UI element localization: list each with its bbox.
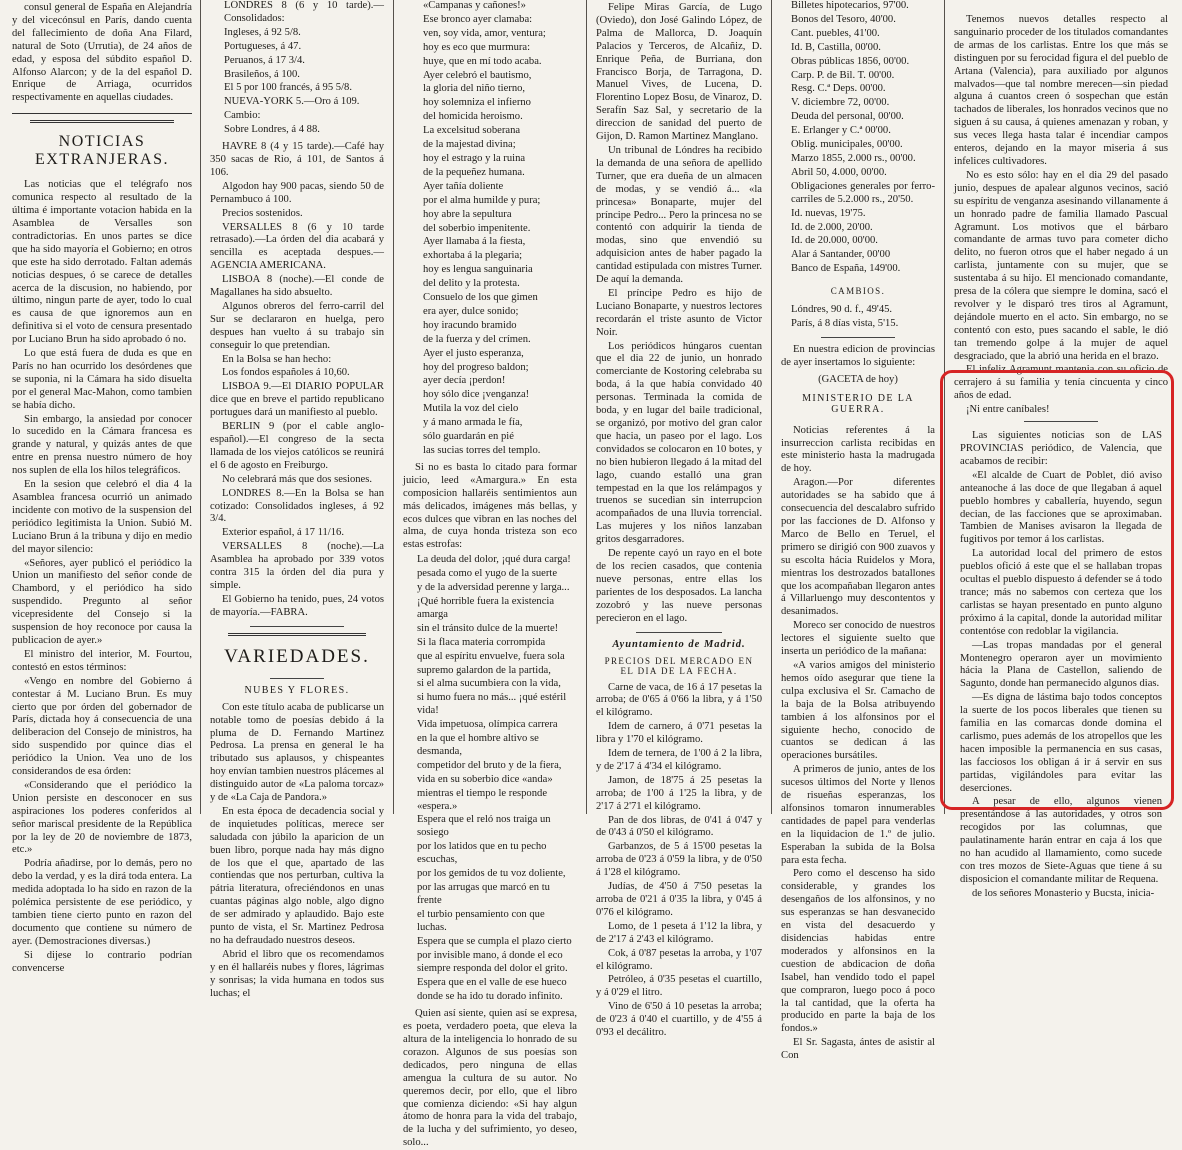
verse-line: hoy iracundo bramido: [423, 319, 517, 331]
separator-rule: [1024, 421, 1098, 422]
review-text: [403, 462, 577, 552]
verse-line: el turbio pensamiento con que luchas.: [417, 908, 545, 933]
verse-line: Vida impetuosa, olímpica carrera: [417, 719, 558, 731]
quote-line: Id. nuevas, 19'75.: [791, 207, 866, 219]
verse-line: del delito y la protesta.: [423, 278, 520, 290]
dispatch-paragraph: LONDRES 8.—En la Bolsa se han cotizado: Consolidados ingleses, á 92 3/4.: [210, 487, 384, 525]
highlighted-paragraph: de los señores Monasterio y Bucsta, inicia-: [972, 887, 1155, 899]
verse-line: sin el tránsito dulce de la muerte!: [417, 622, 559, 634]
quote-line: Cant. puebles, 41'00.: [791, 27, 880, 39]
paragraph: Abrid el libro que os recomendamos y en él hallaréis nubes y flores, lágrimas y sonrisas; la vida humana en todos sus luchas; el: [210, 948, 384, 999]
dispatch-paragraph: Algodon hay 900 pacas, siendo 50 de Pernambuco á 100.: [210, 180, 384, 205]
quote-line: Peruanos, á 17 3/4.: [224, 54, 305, 66]
section-title-ayuntamiento: Ayuntamiento de Madrid.: [612, 638, 746, 650]
column-6: [946, 0, 1176, 899]
paragraph: No es esto sólo: hay en el dia 29 del pasado junio, despues de apalear algunos vecinos, sació su espíritu de venganza asesinando villanamente á un honrado padre de familia llamado Pascual Agramunt. Los motivos que el bárbaro comandante de armas tuvo para cometer dicho delito, no fueron otros que el haber negado á un carlista, juntamente con su mujer, que se sustentaba á su hijo. El mencionado comandante, presa de la cólera que siempre le domina, sacó el revolver y le disparó tres tiros al Agramunt, dejándole muerto en el acto. Sin embargo, no se contentó con esto, pues sacando el sable, le dió tan tremendo golpe á la mujer de aquel desgraciado, que la abrió una herida en el brazo.: [954, 169, 1168, 362]
paragraph: El ministro del interior, M. Fourtou, contestó en estos términos:: [12, 648, 192, 673]
war-ministry-news: [781, 425, 935, 1063]
paragraph: En la sesion que celebró el dia 4 la Asamblea francesa ocurrió un animado incidente con motivo de la suspension del periódico legitimista la Union. Subió M. Luciano Brun á la tribuna y dijo en medio del mayor silencio:: [12, 479, 192, 555]
paragraph: En nuestra edicion de provincias de ayer insertamos lo siguiente:: [781, 343, 935, 368]
quote-line: El 5 por 100 francés, á 95 5/8.: [224, 82, 352, 94]
column-divider: [944, 0, 945, 814]
verse-line: competidor del bruto y de la fiera,: [417, 759, 562, 771]
quote-line: Abril 50, 4.000, 00'00.: [791, 166, 887, 178]
section-title-variedades: VARIEDADES.: [224, 645, 370, 667]
review-text-continued: [403, 1008, 577, 1150]
verse-line: Ayer llamaba á la fiesta,: [423, 236, 526, 248]
dispatch-paragraph: No celebrará más que dos sesiones.: [222, 473, 373, 485]
news-paragraph: Felipe Miras García, de Lugo (Oviedo), don José Galindo López, de Palma de Mallorca, D. Joaquín Palacios y Terceros, de Alcañiz, D. Enrique Peña, de Burriana, don Francisco Borja, de Tarragona, D. Manuel Vives, de Lucena, D. Florentino Lopez Bosu, de Vinaroz, D. Serafín Saz Sal, y secretario de la direccion de sanidad del puerto de Gijon, D. Ramon Martinez Manglano.: [596, 2, 762, 143]
verse-line: la gloria del niño tierno,: [423, 83, 526, 95]
gaceta-source: (GACETA de hoy): [818, 373, 898, 385]
paragraph: Pero como el descenso ha sido considerable, y grandes los desengaños de los alfonsinos, y no sus esperanzas se han desvanecido en vista del desacuerdo y disidencias habidas entre moderados y alfonsinos en la cuestion de abdicacion de doña Isabel, han vendido todo el papel que compraron, luego poco á poco la tal cantidad, que la oferta ha producido en parte la baja de los fondos.»: [781, 868, 935, 1035]
quote-line: LÓNDRES 8 (6 y 10 tarde).—Consolidados:: [224, 0, 384, 24]
dispatch-paragraph: LISBOA 9.—El DIARIO POPULAR dice que en breve el partido republicano portugues dará un manifiesto al pueblo.: [210, 381, 384, 419]
separator-rule: [636, 632, 722, 633]
verse-line: por el alma humilde y pura;: [423, 194, 541, 206]
quote-line: Portugueses, á 47.: [224, 40, 302, 52]
paragraph: «Considerando que el periódico la Union persiste en desconocer en sus aspiraciones los poderes conferidos al señor mariscal presidente de la República por la ley de 20 de noviembre de 1873, etc.»: [12, 779, 192, 856]
exchange-line: Lóndres, 90 d. f., 49'45.: [791, 304, 893, 316]
paragraph: «A varios amigos del ministerio hemos oído asegurar que tiene la culpa exclusiva el Sr. Camacho de la baja de la Bolsa atribuyendo tambien á los alfonsinos por el siguiente hecho, conocido de cuantos se dedican á las operaciones bursátiles.: [781, 659, 935, 762]
paragraph: Sin embargo, la ansiedad por conocer lo sucedido en la Cámara francesa es grande y natural, y quizás antes de que entre en prensa nuestro número de hoy nos suplen de ella los hilos telegráficos.: [12, 413, 192, 477]
verse-line: hoy abre la sepultura: [423, 208, 512, 220]
carlist-news: [954, 14, 1168, 417]
verse-line: exhortaba á la plegaria;: [423, 250, 523, 262]
market-prices: [596, 682, 762, 1040]
verse-line: mientras el tiempo le responde «espera.»: [417, 787, 548, 812]
quote-line: Ingleses, á 92 5/8.: [224, 26, 301, 38]
verse-line: ¡Qué horrible fuera la existencia amarga: [417, 595, 555, 620]
verse-line: del homicida heroismo.: [423, 111, 523, 123]
exchange-line: París, á 8 días vista, 5'15.: [791, 318, 899, 330]
cambios-title: CAMBIOS.: [830, 286, 886, 297]
market-prices-title: PRECIOS DEL MERCADO EN EL DIA DE LA FECHA.: [604, 655, 754, 676]
paragraph: Tenemos nuevos detalles respecto al sanguinario proceder de los titulados comandantes de armas de los carlistas. Entre los que más se distinguen por su ferocidad figura el del pueblo de Artana (Valencia), para auxiliado por algunos malvados—que tal nombre merecen—sin piedad alguna á cuantos creen ó sospechan que están tachados de liberales, los honrados vecinos que no siguen á su causa, á quienes amenazan y roban, y sus veces llega hasta talar é incendiar campos enteros, dejando en la mayor miseria á sus infelices cultivadores.: [954, 14, 1168, 167]
paragraph: A primeros de junio, antes de los sucesos últimos del Norte y llenos de risueñas esperanzas, los alfonsinos tomaron innumerables cantidades de papel para venderlas en la liquidacion de 1.º de julio. Esperaban la subida de la Bolsa para esta fecha.: [781, 764, 935, 866]
price-line: Lomo, de 1 peseta á 1'12 la libra, y de 2'17 á 2'43 el kilógramo.: [596, 920, 762, 945]
verse-line: pesada como el yugo de la suerte: [417, 568, 558, 580]
poem-campanas: [403, 0, 577, 458]
paragraph: Podría añadirse, por lo demás, pero no debo la verdad, y es la dirá toda entera. La medida adoptada lo ha sido en razon de la polémica persistente de ese periódico, y tambien tiene cierto punto en razon del documento que contiene su número de ayer. (Demostraciones diversas.): [12, 858, 192, 947]
quote-line: Id. de 2.000, 20'00.: [791, 221, 873, 233]
verse-line: «Campanas y cañones!»: [423, 0, 526, 11]
paragraph: El infeliz Agramunt mantenia con su oficio de cerrajero á su familia y tenía cincuenta y cinco años de edad.: [954, 364, 1168, 402]
verse-line: La deuda del dolor, ¡qué dura carga!: [417, 554, 571, 566]
dispatch-paragraph: Algunos obreros del ferro-carril del Sur se declararon en huelga, pero despues han vuelto á su trabajo sin conseguir lo que pretendian.: [210, 300, 384, 351]
telegram-dispatches: [210, 141, 384, 620]
verse-line: hoy sólo dice ¡venganza!: [423, 389, 530, 401]
paragraph: Moreco ser conocido de nuestros lectores el siguiente suelto que inserta un periódico de la mañana:: [781, 620, 935, 658]
verse-line: de la fuerza y del crímen.: [423, 333, 531, 345]
separator-rule: [821, 337, 895, 338]
highlighted-paragraph: —Es digna de lástima bajo todos conceptos la suerte de los pocos liberales que tienen su familia en las comarcas donde domina el carlismo, pues además de los atropellos que les hacen imposible la permanencia en sus casas, las facciosos los obligan á ir á servir en sus partidas, vigilándoles para evitar las deserciones.: [960, 692, 1162, 794]
quote-line: Cambio:: [224, 110, 261, 122]
quote-line: Billetes hipotecarios, 97'00.: [791, 0, 909, 11]
verse-line: Ayer celebró el bautismo,: [423, 69, 532, 81]
verse-line: Ayer tañía doliente: [423, 180, 504, 192]
verse-line: hoy es eco que murmura:: [423, 41, 531, 53]
price-line: Petróleo, á 0'35 pesetas el cuartillo, y á 0'29 el litro.: [596, 974, 762, 999]
verse-line: de la pequeñez humana.: [423, 166, 525, 178]
dispatch-paragraph: El Gobierno ha tenido, pues, 24 votos de mayoría.—FABRA.: [210, 593, 384, 618]
verse-line: las sucias torres del templo.: [423, 445, 541, 456]
ministry-heading: MINISTERIO DE LA GUERRA.: [802, 392, 914, 415]
verse-line: ayer decía ¡perdon!: [423, 375, 506, 387]
verse-line: Ayer el justo esperanza,: [423, 347, 524, 359]
paragraph: Lo que está fuera de duda es que en París no han ocurrido los desórdenes que se suponia, ni la Cámara ha sido disuelta por el general Mac-Mahon, como tambien se había dicho.: [12, 348, 192, 411]
highlighted-paragraph: La autoridad local del primero de estos pueblos ofició á este que el se hallaban tropas ocultas el pueblo dispuesto á defender se á todo trance; más no sabemos con certeza que los carlistas se hayan presentado en punto alguno próximo á la capital, donde la autoridad militar contentóse con redoblar la vigilancia.: [960, 548, 1162, 637]
price-line: Idem de carnero, á 0'71 pesetas la libra y 1'70 el kilógramo.: [596, 721, 762, 746]
highlighted-paragraph: A pesar de ello, algunos vienen presentándose á las autoridades, y otros son recogidos por las columnas, que paulatinamente harán entrar en caja á los que no han acudido al llamamiento, como sucede con tres mozos de Siete-Aguas que tiene á su disposicion el comandante militar de Requena.: [960, 796, 1162, 885]
highlighted-paragraph: —Las tropas mandadas por el general Montenegro operaron ayer un movimiento hácia la Plana de Castellon, saliendo de Sagunto, donde han permanecido algunos dias.: [960, 639, 1162, 690]
verse-line: si humo fuera no más... ¡qué estéril vida!: [417, 692, 567, 717]
quote-line: Brasileños, á 100.: [224, 68, 300, 80]
verse-line: supremo galardon de la partida,: [417, 664, 551, 676]
verse-line: Espera que se cumpla el plazo cierto: [417, 935, 572, 947]
verse-line: hoy es lengua sanguinaria: [423, 264, 533, 276]
verse-line: ven, soy vida, amor, ventura;: [423, 27, 546, 39]
price-line: Cok, á 0'87 pesetas la arroba, y 1'07 el kilógramo.: [596, 947, 762, 972]
verse-line: por las arrugas que marcó en tu frente: [417, 882, 550, 906]
verse-line: del soberbio impenitente.: [423, 222, 531, 234]
dispatch-paragraph: LISBOA 8 (noche).—El conde de Magallanes ha sido absuelto.: [210, 274, 384, 299]
price-line: Carne de vaca, de 16 á 17 pesetas la arroba; de 0'65 á 0'66 la libra, y á 1'50 el kilógramo.: [596, 681, 762, 719]
verse-line: huye, que en mí todo acaba.: [423, 55, 542, 67]
quote-line: Bonos del Tesoro, 40'00.: [791, 13, 896, 25]
paragraph: Aragon.—Por diferentes autoridades se ha sabido que á consecuencia del descalabro sufrido por las facciones de D. Alfonso y Marco de Bello en Teruel, el primero se dirigió con 900 zuavos y su escolta hácia Ruidelos y Mora, mientras los destrozados batallones que los acompañaban llegaron antes á Villarluengo muy descontentos y desanimados.: [781, 477, 935, 618]
paragraph: En esta época de decadencia social y de inquietudes políticas, merece ser saludada con júbilo la aparicion de un buen libro, porque nada hay más digno de los que el que, apartado de las contiendas que nos perturban, cultiva la pátria literatura, ofreciéndonos en unas cuantas páginas algo noble, algo digno de ser admirado y aplaudido. Bajo este punto de vista, el Sr. Martinez Pedrosa no ha defraudado nuestros deseos.: [210, 805, 384, 946]
verse-line: y á mano armada le fía,: [423, 417, 523, 429]
quote-line: Obras públicas 1856, 00'00.: [791, 55, 910, 67]
quote-line: E. Erlanger y C.ª 00'00.: [791, 125, 891, 137]
dispatch-paragraph: HAVRE 8 (4 y 15 tarde).—Café hay 350 sacas de Rio, á 101, de Santos á 106.: [210, 141, 384, 178]
verse-line: siempre responda del dolor el grito.: [417, 963, 568, 975]
double-rule: [30, 120, 174, 123]
paragraph: Si no es basta lo citado para formar juicio, leed «Amargura.» En esta composicion hallaréis sentimientos aun más delicados, imágenes más bellas, y ecos dulces que vibran en las noches del alma, de cuya honda tristeza son eco estas estrofas:: [403, 461, 577, 551]
verse-line: Mutila la voz del cielo: [423, 403, 519, 415]
separator-rule: [12, 113, 192, 114]
separator-rule: [270, 678, 324, 679]
verse-line: Espera que en el valle de ese hueco: [417, 977, 567, 989]
verse-line: y de la adversidad perenne y larga...: [417, 582, 570, 594]
dispatch-paragraph: VERSALLES 8 (6 y 10 tarde retrasado).—La órden del dia acabará y sencilla es aceptada despues.—AGENCIA AMERICANA.: [210, 221, 384, 272]
column-4: [588, 0, 770, 1039]
double-rule: [228, 633, 366, 636]
paragraph: «Señores, ayer publicó el periódico la Union un manifiesto del señor conde de Chambord, y el periódico ha sido suspendido. Pregunto al señor vicepresidente del Consejo si la suspension de hoy reconoce por causa la publicacion de ayer.»: [12, 557, 192, 646]
verse-line: de la majestad divina;: [423, 139, 516, 151]
paragraph: «Vengo en nombre del Gobierno á contestar á M. Luciano Brun. Es muy cierto que por órden del gobernador de París, dictada hoy á consecuencia de una deliberacion del Consejo de ministros, ha sido suspendido por quince dias el periódico la Union. Vea uno de los considerandos de esa órden:: [12, 675, 192, 778]
verse-line: hoy solemniza el infierno: [423, 97, 531, 109]
verse-line: por los latidos que en tu pecho escuchas,: [417, 841, 547, 866]
verse-line: vida en su soberbio dice «anda»: [417, 773, 553, 785]
verse-line: era ayer, dulce sonido;: [423, 305, 519, 317]
quote-line: V. diciembre 72, 00'00.: [791, 97, 890, 109]
price-line: Garbanzos, de 5 á 15'00 pesetas la arroba de 0'23 á 0'59 la libra, y de 0'50 á 1'28 el kilógramo.: [596, 841, 762, 879]
news-paragraph: El príncipe Pedro es hijo de Luciano Bonaparte, y nuestros lectores recordarán el triste asunto de Victor Noir.: [596, 287, 762, 338]
quote-line: NUEVA-YORK 5.—Oro á 109.: [224, 96, 360, 108]
paragraph: Las noticias que el telégrafo nos comunica respecto al resultado de la última é importante votacion habida en la Asamblea de Versalles son contradictorias. En unos partes se dice que ha sido mayoría el Gobierno; en otros que este ha sido derrotado. Faltan además noticias despues, ó se carece de detalles acerca de la discusion, no habiendo, por último, ningun parte de ayer, todo lo cual es causa de que ignoremos aun en definitiva si el voto de censura presentado por Luciano Brun ha sido aprobado ó no.: [12, 179, 192, 346]
verse-line: hoy el estrago y la ruina: [423, 152, 526, 164]
highlighted-paragraph: Las siguientes noticias son de LAS PROVINCIAS periódico, de Valencia, que acabamos de recibir:: [960, 430, 1162, 467]
verse-line: hoy del progreso baldon;: [423, 361, 529, 373]
paragraph: Con este título acaba de publicarse un notable tomo de poesías debido á la pluma de D. Fernando Martinez Pedrosa. La prensa en general le ha tributado sus aplausos, y chispeantes hoy envían tambien nuestros plácemes al distinguido autor de «La paloma torcaz» y de «La Caja de Pandora.»: [210, 701, 384, 804]
consul-notice: consul general de España en Alejandría y del vicecónsul en París, dando cuenta del fallecimiento de doña Ana Filard, natural de Soto (Urrutia), de 24 años de edad, y esposa del súbdito español D. Alfonso Alarcon; y de la del español D. Enrique de Arriaga, ocurridos respectivamente en aquellas ciudades.: [12, 2, 192, 104]
verse-line: La excelsitud soberana: [423, 125, 521, 137]
paragraph: Quien así siente, quien así se expresa, es poeta, verdadero poeta, que eleva la altura de la inteligencia lo honrado de su corazon. Algunos de sus poesías son dedicados, pero ninguna de ellas amengua la cultura de su autor. No queremos decir, por ello, que el libro que comienza diciendo: «Si hay algun átomo de honra para la vida del trabajo, de la lucha y del sufrimiento, yo deseo, solo...: [403, 1008, 577, 1149]
column-divider: [586, 0, 587, 814]
section-title-noticias-extranjeras: NOTICIAS EXTRANJERAS.: [34, 133, 169, 169]
paragraph: Noticias referentes á la insurreccion carlista recibidas en este ministerio hasta la madrugada de hoy.: [781, 424, 935, 475]
verse-line: Si la flaca materia corrompida: [417, 636, 546, 648]
dispatch-paragraph: BERLIN 9 (por el cable anglo-español).—El congreso de la secta llamada de los viejos católicos se reunirá el 6 de agosto en Freiburgo.: [210, 421, 384, 471]
quote-line: Carp. P. de Bil. T. 00'00.: [791, 69, 895, 81]
column-3: [395, 0, 585, 1149]
intro-text: [781, 344, 935, 370]
verse-line: Consuelo de los que gimen: [423, 292, 538, 304]
price-line: Idem de ternera, de 1'00 á 2 la libra, y de 2'17 á 4'34 el kilógramo.: [596, 748, 762, 772]
verse-line: sólo guardarán en pié: [423, 431, 514, 443]
quote-line: Resg. C.ª Deps. 00'00.: [791, 83, 886, 95]
dispatch-paragraph: En la Bolsa se han hecho:: [222, 353, 332, 365]
quote-line: Alar á Santander, 00'00: [791, 249, 891, 261]
dispatch-paragraph: Precios sostenidos.: [222, 207, 303, 219]
price-line: Jamon, de 18'75 á 25 pesetas la arroba; de 1'00 á 1'25 la libra, y de 2'17 á 2'71 el kilógramo.: [596, 774, 762, 812]
quote-line: Banco de España, 149'00.: [791, 263, 901, 275]
verse-line: que al espíritu envuelve, fuera sola: [417, 650, 565, 662]
news-paragraph: De repente cayó un rayo en el bote de los recien casados, que contenia nueve personas, entre ellas los parientes de los desposados. La lancha zozobró y las nueve personas perecieron en el lago.: [596, 548, 762, 624]
paragraph: ¡Ni entre caníbales!: [966, 404, 1050, 416]
separator-rule: [250, 626, 344, 627]
quote-line: Deuda del personal, 00'00.: [791, 111, 904, 123]
news-items: [596, 2, 762, 626]
verse-line: por los gemidos de tu voz doliente,: [417, 868, 566, 880]
verse-line: Espera que el reló nos traiga un sosiego: [417, 814, 551, 839]
highlighted-paragraph: «El alcalde de Cuart de Poblet, dió aviso anteanoche á las doce de que llegaban á aquel pueblo hombres y caballería, huyendo, segun decian, de las facciones que se aproximaban. Tambien de Manises avisaron la llegada de fugitivos por temor á los carlistas.: [960, 469, 1162, 546]
dispatch-paragraph: Los fondos españoles á 10,60.: [222, 367, 350, 379]
highlighted-article: [954, 430, 1168, 901]
paragraph: Si dijese lo contrario podrían convencerse: [12, 949, 192, 974]
verse-line: Ese bronco ayer clamaba:: [423, 13, 533, 25]
quote-line: Obligaciones generales por ferro-carriles de 5.2.000 rs., 20'50.: [791, 180, 935, 205]
price-line: Pan de dos libras, de 0'41 á 0'47 y de 0'43 á 0'50 el kilógramo.: [596, 814, 762, 839]
paragraph: El Sr. Sagasta, ántes de asistir al Con: [781, 1037, 935, 1062]
quote-line: Oblig. municipales, 00'00.: [791, 139, 903, 151]
article-body: [12, 179, 192, 975]
column-divider: [200, 0, 201, 814]
news-paragraph: Un tribunal de Lóndres ha recibido la demanda de una señora de apellido Turner, que era dueña de un almacen de modas, y se vendió á... «la princesa» Bonaparte, mujer del príncipe Pedro... Pero la princesa no se contentó con adquirir la tienda de modas, sino que envendió su adquisicion antes de haber pagado la cantidad estipulada con mistres Turner. De aquí la demanda.: [596, 144, 762, 286]
poem-amargura: [403, 554, 577, 1004]
column-divider: [393, 0, 394, 814]
quote-line: Sobre Londres, á 4 88.: [224, 124, 320, 136]
verse-line: si el alma sucumbiera con la vida,: [417, 678, 561, 690]
verse-line: por invisible mano, á donde el eco: [417, 949, 563, 961]
dispatch-paragraph: VERSALLES 8 (noche).—La Asamblea ha aprobado por 339 votos contra 315 la órden del dia pura y simple.: [210, 541, 384, 591]
quote-line: Marzo 1855, 2.000 rs., 00'00.: [791, 152, 916, 164]
dispatch-paragraph: Exterior español, á 17 11/16.: [222, 527, 344, 539]
column-1: [4, 0, 200, 974]
news-paragraph: Los periódicos húngaros cuentan que el dia 22 de junio, un honrado comerciante de Kostoring celebraba su boda, á la que había convidado 40 personas. Terminada la comida de boda, y en lugar del baile tradicional, se organizó, por motivo del gran calor que hacia, un paseo por el lago. Los convidados se colocaron en 10 botes, y no bien hubieron llegado á la mitad del lago, cuando estalló una gran tempestad en la que los relámpagos y truenos se sucedian sin interrupcion acompañados de una lluvia torrencial. Las mujeres y los niños lanzaban gritos desgarradores.: [596, 340, 762, 546]
bolsa-quotes: [781, 0, 935, 276]
verse-line: en la que el hombre altivo se desmanda,: [417, 733, 539, 757]
exchange-rates: [781, 304, 935, 331]
column-5: [773, 0, 943, 1062]
variedades-body: [210, 702, 384, 1001]
column-2: [202, 0, 392, 999]
column-divider: [771, 0, 772, 814]
quote-line: Id. B, Castilla, 00'00.: [791, 41, 881, 53]
subtitle-nubes-y-flores: NUBES Y FLORES.: [244, 684, 350, 696]
price-line: Vino de 6'50 á 10 pesetas la arroba; de 0'23 á 0'40 el cuartillo, y de 4'55 á 0'93 el decálitro.: [596, 1001, 762, 1039]
quote-line: Id. de 20.000, 00'00.: [791, 235, 878, 247]
verse-line: donde se ha ido tu dorado infinito.: [417, 991, 563, 1003]
price-line: Judías, de 4'50 á 7'50 pesetas la arroba de 0'21 á 0'35 la libra, y 0'45 á 0'76 el kilógramo.: [596, 881, 762, 918]
financial-quotes: [210, 0, 384, 137]
